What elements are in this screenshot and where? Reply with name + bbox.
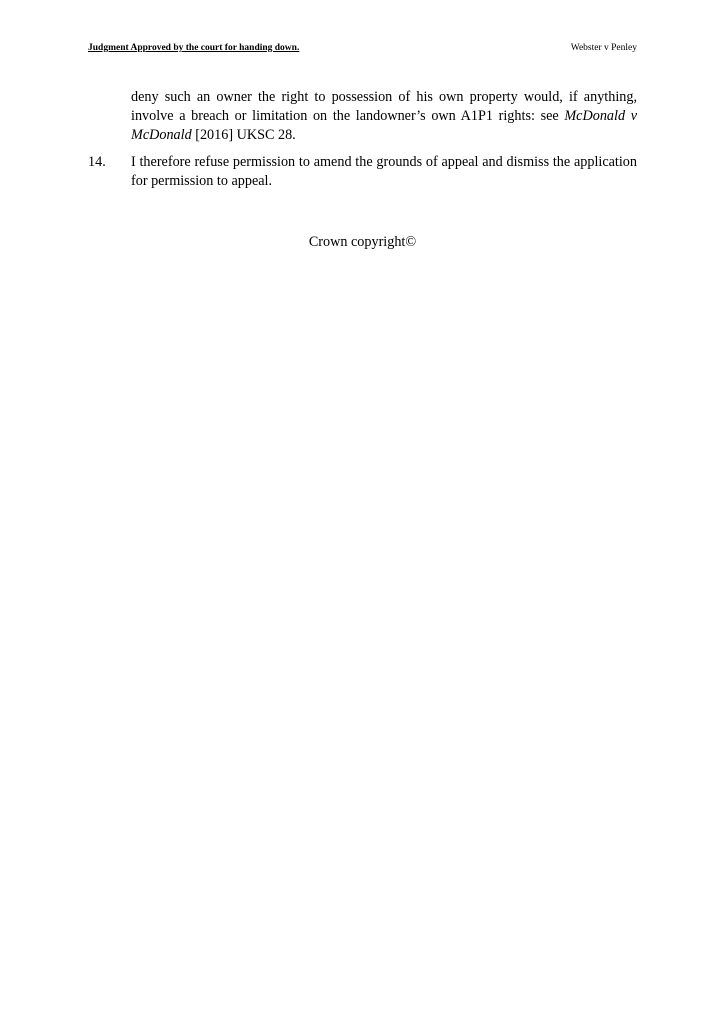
paragraph-14-text: I therefore refuse permission to amend the grounds of appeal and dismiss the application for permission to appeal.: [131, 154, 637, 189]
case-citation-reference: [2016] UKSC 28.: [191, 127, 296, 143]
paragraph-text: deny such an owner the right to possession of his own property would, if anything, involve a breach or limitation on the landowner’s own A1P1 rights: see: [131, 89, 637, 124]
judgment-header-title: Judgment Approved by the court for handing down.: [88, 43, 300, 53]
case-name-header: Webster v Penley: [570, 43, 637, 53]
case-citation-name: McDonald v McDonald: [131, 108, 637, 143]
paragraph-continued: [131, 88, 637, 145]
paragraph-number: 14.: [88, 154, 106, 170]
crown-copyright: Crown copyright©: [308, 234, 417, 250]
